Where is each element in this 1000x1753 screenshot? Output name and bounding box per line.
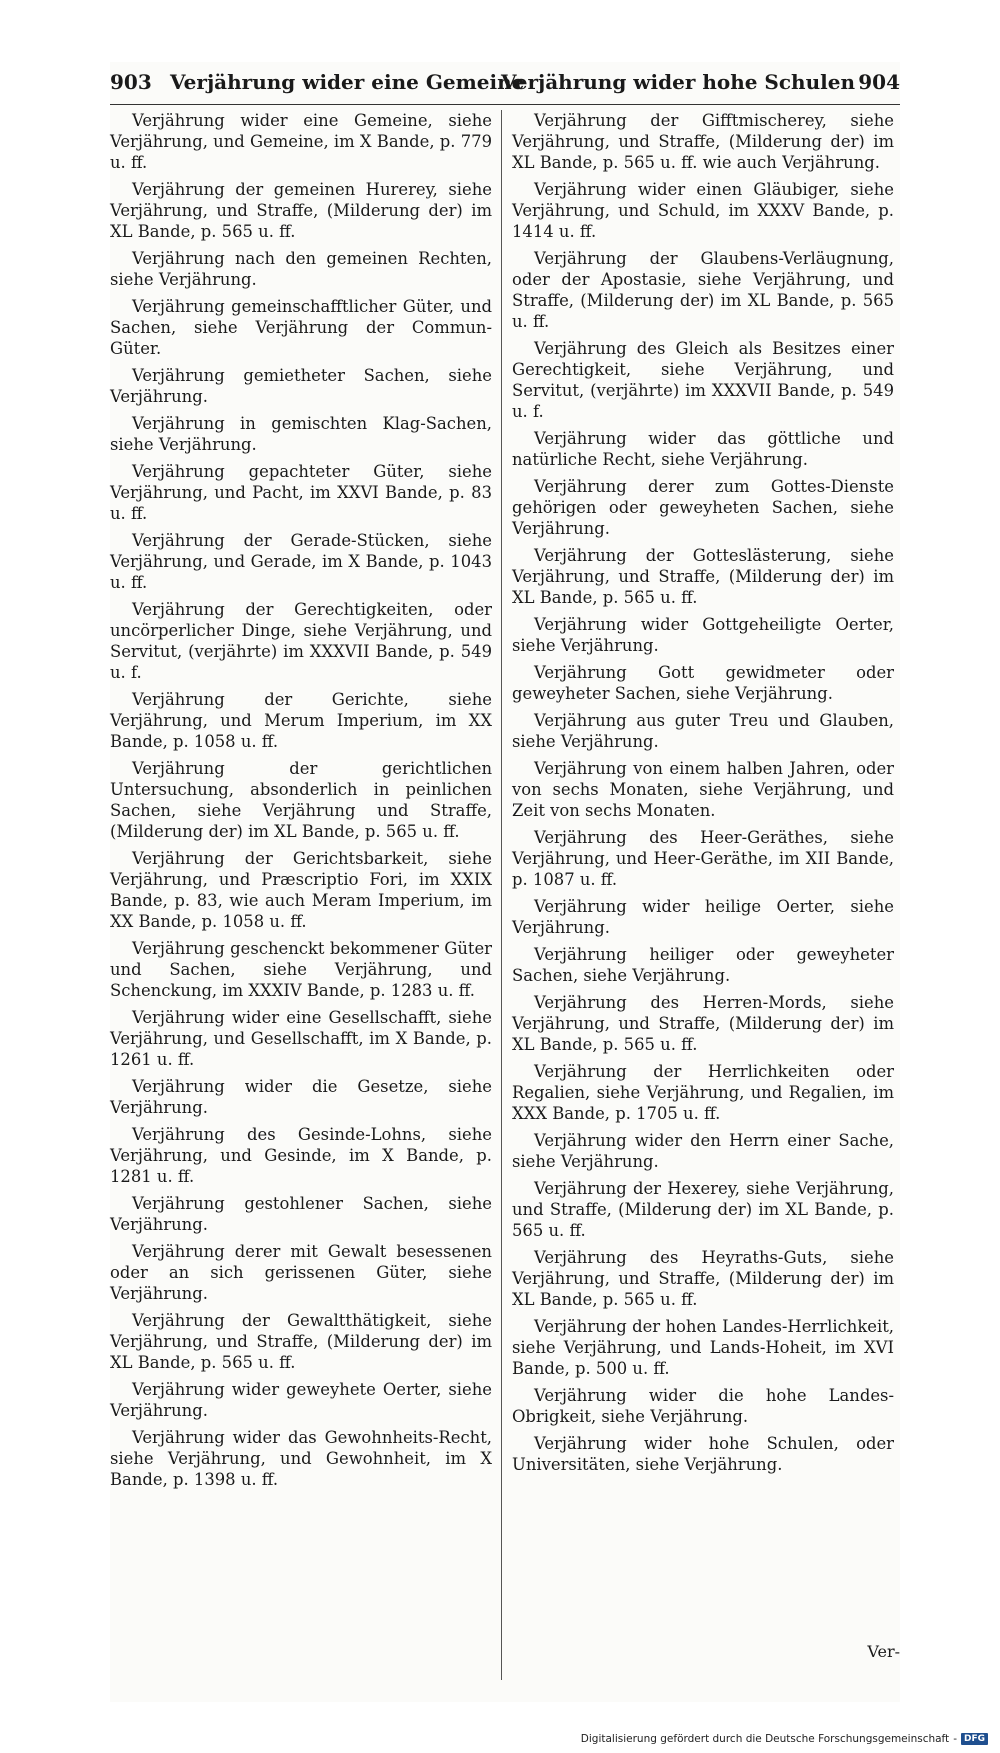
index-entry: Verjährung der gerichtlichen Untersuchung, absonderlich in peinlichen Sachen, siehe Verjährung und Straffe, (Milderung der) im XL Bande, p. 565 u. ff. — [110, 759, 492, 841]
column-divider — [501, 110, 502, 1680]
index-entry: Verjährung von einem halben Jahren, oder von sechs Monaten, siehe Verjährung, und Zeit von sechs Monaten. — [512, 759, 894, 820]
index-entry: Verjährung wider den Herrn einer Sache, siehe Verjährung. — [512, 1131, 894, 1171]
index-entry: Verjährung wider eine Gesellschafft, siehe Verjährung, und Gesellschafft, im X Bande, p. 1261 u. ff. — [110, 1008, 492, 1069]
index-entry: Verjährung derer mit Gewalt besessenen oder an sich gerissenen Güter, siehe Verjährung. — [110, 1242, 492, 1303]
index-entry: Verjährung des Herren-Mords, siehe Verjährung, und Straffe, (Milderung der) im XL Bande, p. 565 u. ff. — [512, 993, 894, 1054]
index-entry: Verjährung des Heer-Geräthes, siehe Verjährung, und Heer-Geräthe, im XII Bande, p. 1087 u. ff. — [512, 828, 894, 889]
page-number-right: 904 — [858, 70, 900, 94]
dfg-logo-icon: DFG — [961, 1733, 988, 1745]
index-entry: Verjährung aus guter Treu und Glauben, siehe Verjährung. — [512, 711, 894, 751]
index-entry: Verjährung des Gleich als Besitzes einer Gerechtigkeit, siehe Verjährung, und Servitut, (verjährte) im XXXVII Bande, p. 549 u. f. — [512, 339, 894, 421]
index-entry: Verjährung gestohlener Sachen, siehe Verjährung. — [110, 1194, 492, 1234]
right-column — [512, 110, 894, 1481]
index-entry: Verjährung der Gerade-Stücken, siehe Verjährung, und Gerade, im X Bande, p. 1043 u. ff. — [110, 531, 492, 592]
index-entry: Verjährung wider die Gesetze, siehe Verjährung. — [110, 1077, 492, 1117]
index-entry: Verjährung wider das göttliche und natürliche Recht, siehe Verjährung. — [512, 429, 894, 469]
index-entry: Verjährung der gemeinen Hurerey, siehe Verjährung, und Straffe, (Milderung der) im XL Bande, p. 565 u. ff. — [110, 180, 492, 241]
index-entry: Verjährung des Heyraths-Guts, siehe Verjährung, und Straffe, (Milderung der) im XL Bande, p. 565 u. ff. — [512, 1248, 894, 1309]
index-entry: Verjährung der Gotteslästerung, siehe Verjährung, und Straffe, (Milderung der) im XL Bande, p. 565 u. ff. — [512, 546, 894, 607]
digitization-credit — [581, 1733, 988, 1745]
index-entry: Verjährung der Glaubens-Verläugnung, oder der Apostasie, siehe Verjährung, und Straffe, (Milderung der) im XL Bande, p. 565 u. ff. — [512, 249, 894, 331]
index-entry: Verjährung gepachteter Güter, siehe Verjährung, und Pacht, im XXVI Bande, p. 83 u. ff. — [110, 462, 492, 523]
index-entry: Verjährung derer zum Gottes-Dienste gehörigen oder geweyheten Sachen, siehe Verjährung. — [512, 477, 894, 538]
credit-separator: - — [953, 1733, 957, 1745]
index-entry: Verjährung gemeinschafftlicher Güter, und Sachen, siehe Verjährung der Commun-Güter. — [110, 297, 492, 358]
index-entry: Verjährung geschenckt bekommener Güter und Sachen, siehe Verjährung, und Schenckung, im XXXIV Bande, p. 1283 u. ff. — [110, 939, 492, 1000]
catchword: Ver- — [867, 1642, 900, 1661]
index-entry: Verjährung wider heilige Oerter, siehe Verjährung. — [512, 897, 894, 937]
book-page — [110, 62, 900, 1702]
index-entry: Verjährung der Gewaltthätigkeit, siehe Verjährung, und Straffe, (Milderung der) im XL Bande, p. 565 u. ff. — [110, 1311, 492, 1372]
index-entry: Verjährung der hohen Landes-Herrlichkeit, siehe Verjährung, und Lands-Hoheit, im XVI Bande, p. 500 u. ff. — [512, 1317, 894, 1378]
index-entry: Verjährung des Gesinde-Lohns, siehe Verjährung, und Gesinde, im X Bande, p. 1281 u. ff. — [110, 1125, 492, 1186]
index-entry: Verjährung wider eine Gemeine, siehe Verjährung, und Gemeine, im X Bande, p. 779 u. ff. — [110, 111, 492, 172]
index-entry: Verjährung der Gerichte, siehe Verjährung, und Merum Imperium, im XX Bande, p. 1058 u. ff. — [110, 690, 492, 751]
index-entry: Verjährung gemietheter Sachen, siehe Verjährung. — [110, 366, 492, 406]
index-entry: Verjährung wider einen Gläubiger, siehe Verjährung, und Schuld, im XXXV Bande, p. 1414 u. ff. — [512, 180, 894, 241]
index-entry: Verjährung wider geweyhete Oerter, siehe Verjährung. — [110, 1380, 492, 1420]
running-head-right: Verjährung wider hohe Schulen — [501, 70, 855, 94]
index-entry: Verjährung nach den gemeinen Rechten, siehe Verjährung. — [110, 249, 492, 289]
credit-text: Digitalisierung gefördert durch die Deutsche Forschungsgemeinschaft — [580, 1733, 950, 1745]
page-header — [110, 62, 900, 105]
index-entry: Verjährung in gemischten Klag-Sachen, siehe Verjährung. — [110, 414, 492, 454]
running-head-left: Verjährung wider eine Gemeine — [170, 70, 525, 94]
index-entry: Verjährung der Gifftmischerey, siehe Verjährung, und Straffe, (Milderung der) im XL Bande, p. 565 u. ff. wie auch Verjährung. — [512, 111, 894, 172]
index-entry: Verjährung wider Gottgeheiligte Oerter, siehe Verjährung. — [512, 615, 894, 655]
index-entry: Verjährung der Gerichtsbarkeit, siehe Verjährung, und Præscriptio Fori, im XXIX Bande, p. 83, wie auch Meram Imperium, im XX Bande, p. 1058 u. ff. — [110, 849, 492, 931]
index-entry: Verjährung der Gerechtigkeiten, oder uncörperlicher Dinge, siehe Verjährung, und Servitut, (verjährte) im XXXVII Bande, p. 549 u. f. — [110, 600, 492, 682]
index-entry: Verjährung der Herrlichkeiten oder Regalien, siehe Verjährung, und Regalien, im XXX Bande, p. 1705 u. ff. — [512, 1062, 894, 1123]
index-entry: Verjährung heiliger oder geweyheter Sachen, siehe Verjährung. — [512, 945, 894, 985]
index-entry: Verjährung der Hexerey, siehe Verjährung, und Straffe, (Milderung der) im XL Bande, p. 565 u. ff. — [512, 1179, 894, 1240]
index-entry: Verjährung Gott gewidmeter oder geweyheter Sachen, siehe Verjährung. — [512, 663, 894, 703]
index-entry: Verjährung wider die hohe Landes-Obrigkeit, siehe Verjährung. — [512, 1386, 894, 1426]
page-number-left: 903 — [110, 70, 152, 94]
index-entry: Verjährung wider hohe Schulen, oder Universitäten, siehe Verjährung. — [512, 1434, 894, 1474]
left-column — [110, 110, 492, 1496]
index-entry: Verjährung wider das Gewohnheits-Recht, siehe Verjährung, und Gewohnheit, im X Bande, p. 1398 u. ff. — [110, 1428, 492, 1489]
